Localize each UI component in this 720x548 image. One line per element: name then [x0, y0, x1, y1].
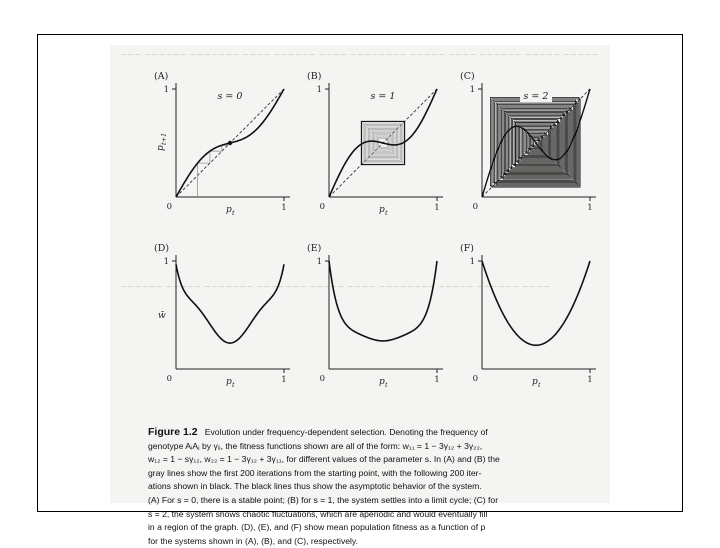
y-axis-label-sub: t+1 [160, 132, 168, 145]
x-tick-label-1: 1 [587, 375, 593, 385]
caption-line-5: (A) For s = 0, there is a stable point; (B) for s = 1, the system settles into a limit cycle; (C) for [148, 494, 499, 505]
panel-A [154, 69, 294, 218]
x-tick-label-0: 0 [166, 202, 172, 212]
x-axis-label-sub: t [385, 381, 388, 389]
caption-line-7: in a region of the graph. (D), (E), and (F) show mean population fitness as a function of p [148, 522, 486, 533]
panel-F [460, 241, 600, 390]
x-tick-label-1: 1 [281, 375, 287, 385]
plot-E [307, 241, 447, 389]
caption-line-8: for the systems shown in (A), (B), and (C), respectively. [148, 535, 358, 546]
y-axis-label-group [156, 133, 168, 151]
x-tick-label-1: 1 [587, 203, 593, 213]
x-axis-label-sub: t [232, 381, 235, 389]
panel-letter: (C) [460, 71, 475, 82]
mean-fitness-curve [176, 264, 284, 343]
x-axis-label-sub: t [385, 209, 388, 217]
x-axis-label-sub: t [232, 209, 235, 217]
x-axis-label-sub: t [538, 381, 541, 389]
mean-fitness-curve [482, 261, 590, 345]
caption-text: Evolution under frequency-dependent selection. Denoting the frequency of [204, 427, 488, 437]
y-tick-label-1: 1 [469, 257, 475, 267]
bleed-through-text: ~~~~~~ ~~~~~ ~~~~~~~ ~~~~~~~ ~~~~~ ~~~~ ~~~~~~~~ ~~~~~ ~~~~~~ ~~~~ [120, 282, 551, 292]
s-label: s = 0 [217, 91, 243, 102]
x-axis-label: p [379, 205, 385, 215]
plot-D [154, 241, 294, 389]
figure-label: Figure 1.2 [148, 426, 198, 438]
caption-line-0 [148, 426, 638, 440]
s-label: s = 1 [370, 91, 396, 102]
panel-B [307, 69, 447, 218]
y-tick-label-1: 1 [316, 85, 322, 95]
y-axis-label: w̄ [158, 311, 166, 321]
x-tick-label-0: 0 [319, 202, 325, 212]
s-label: s = 2 [523, 91, 549, 102]
caption-line-1: genotype AᵢAⱼ by γᵢⱼ, the fitness functions shown are all of the form: w₁₁ = 1 − 3γ₁₂ + 3γ₂₂, [148, 440, 483, 451]
x-tick-label-0: 0 [472, 202, 478, 212]
x-tick-label-1: 1 [434, 375, 440, 385]
stable-point [228, 141, 232, 145]
panel-letter: (A) [154, 71, 169, 82]
x-tick-label-0: 0 [319, 374, 325, 384]
panel-D [154, 241, 294, 390]
scanned-page [110, 45, 610, 546]
mean-fitness-curve [329, 261, 437, 341]
x-tick-label-0: 0 [166, 374, 172, 384]
y-axis-label: p [156, 145, 166, 151]
panel-letter: (E) [307, 243, 322, 254]
panel-letter: (F) [460, 243, 475, 254]
y-tick-label-1: 1 [163, 257, 169, 267]
x-axis-label: p [532, 377, 538, 387]
y-tick-label-1: 1 [469, 85, 475, 95]
caption-line-3: gray lines show the first 200 iterations from the starting point, with the following 200 iter- [148, 467, 482, 478]
panel-letter: (B) [307, 71, 322, 82]
x-tick-label-0: 0 [472, 374, 478, 384]
panel-letter: (D) [154, 243, 170, 254]
x-axis-label: p [226, 205, 232, 215]
y-tick-label-1: 1 [316, 257, 322, 267]
slide-frame [37, 34, 683, 546]
plot-F [460, 241, 600, 389]
plot-C [460, 69, 600, 214]
plot-B [307, 69, 447, 217]
panel-C [460, 69, 600, 218]
bleed-through-text: ~~~ ~~~~~~ ~~~~~~~ ~~~~ ~~~~~~ ~~~~ ~~~~~~~~ ~~~~~ ~~~~ ~~~~~~ ~~~~~ ~~~~~ [120, 50, 599, 60]
caption-line-6: s = 2, the system shows chaotic fluctuations, which are aperiodic and would eventually fill [148, 508, 488, 519]
x-axis-label: p [379, 377, 385, 387]
plot-A [154, 69, 294, 217]
caption-line-2: w₁₂ = 1 − sγ₁₂, w₂₂ = 1 − 3γ₁₂ + 3γ₁₁, for different values of the parameter s. In (A) and (B) the [148, 454, 500, 465]
x-axis-label: p [226, 377, 232, 387]
x-tick-label-1: 1 [281, 203, 287, 213]
panel-E [307, 241, 447, 390]
x-tick-label-1: 1 [434, 203, 440, 213]
figure-caption [148, 426, 638, 548]
y-tick-label-1: 1 [163, 85, 169, 95]
caption-line-4: ations shown in black. The black lines thus show the asymptotic behavior of the system. [148, 481, 482, 492]
